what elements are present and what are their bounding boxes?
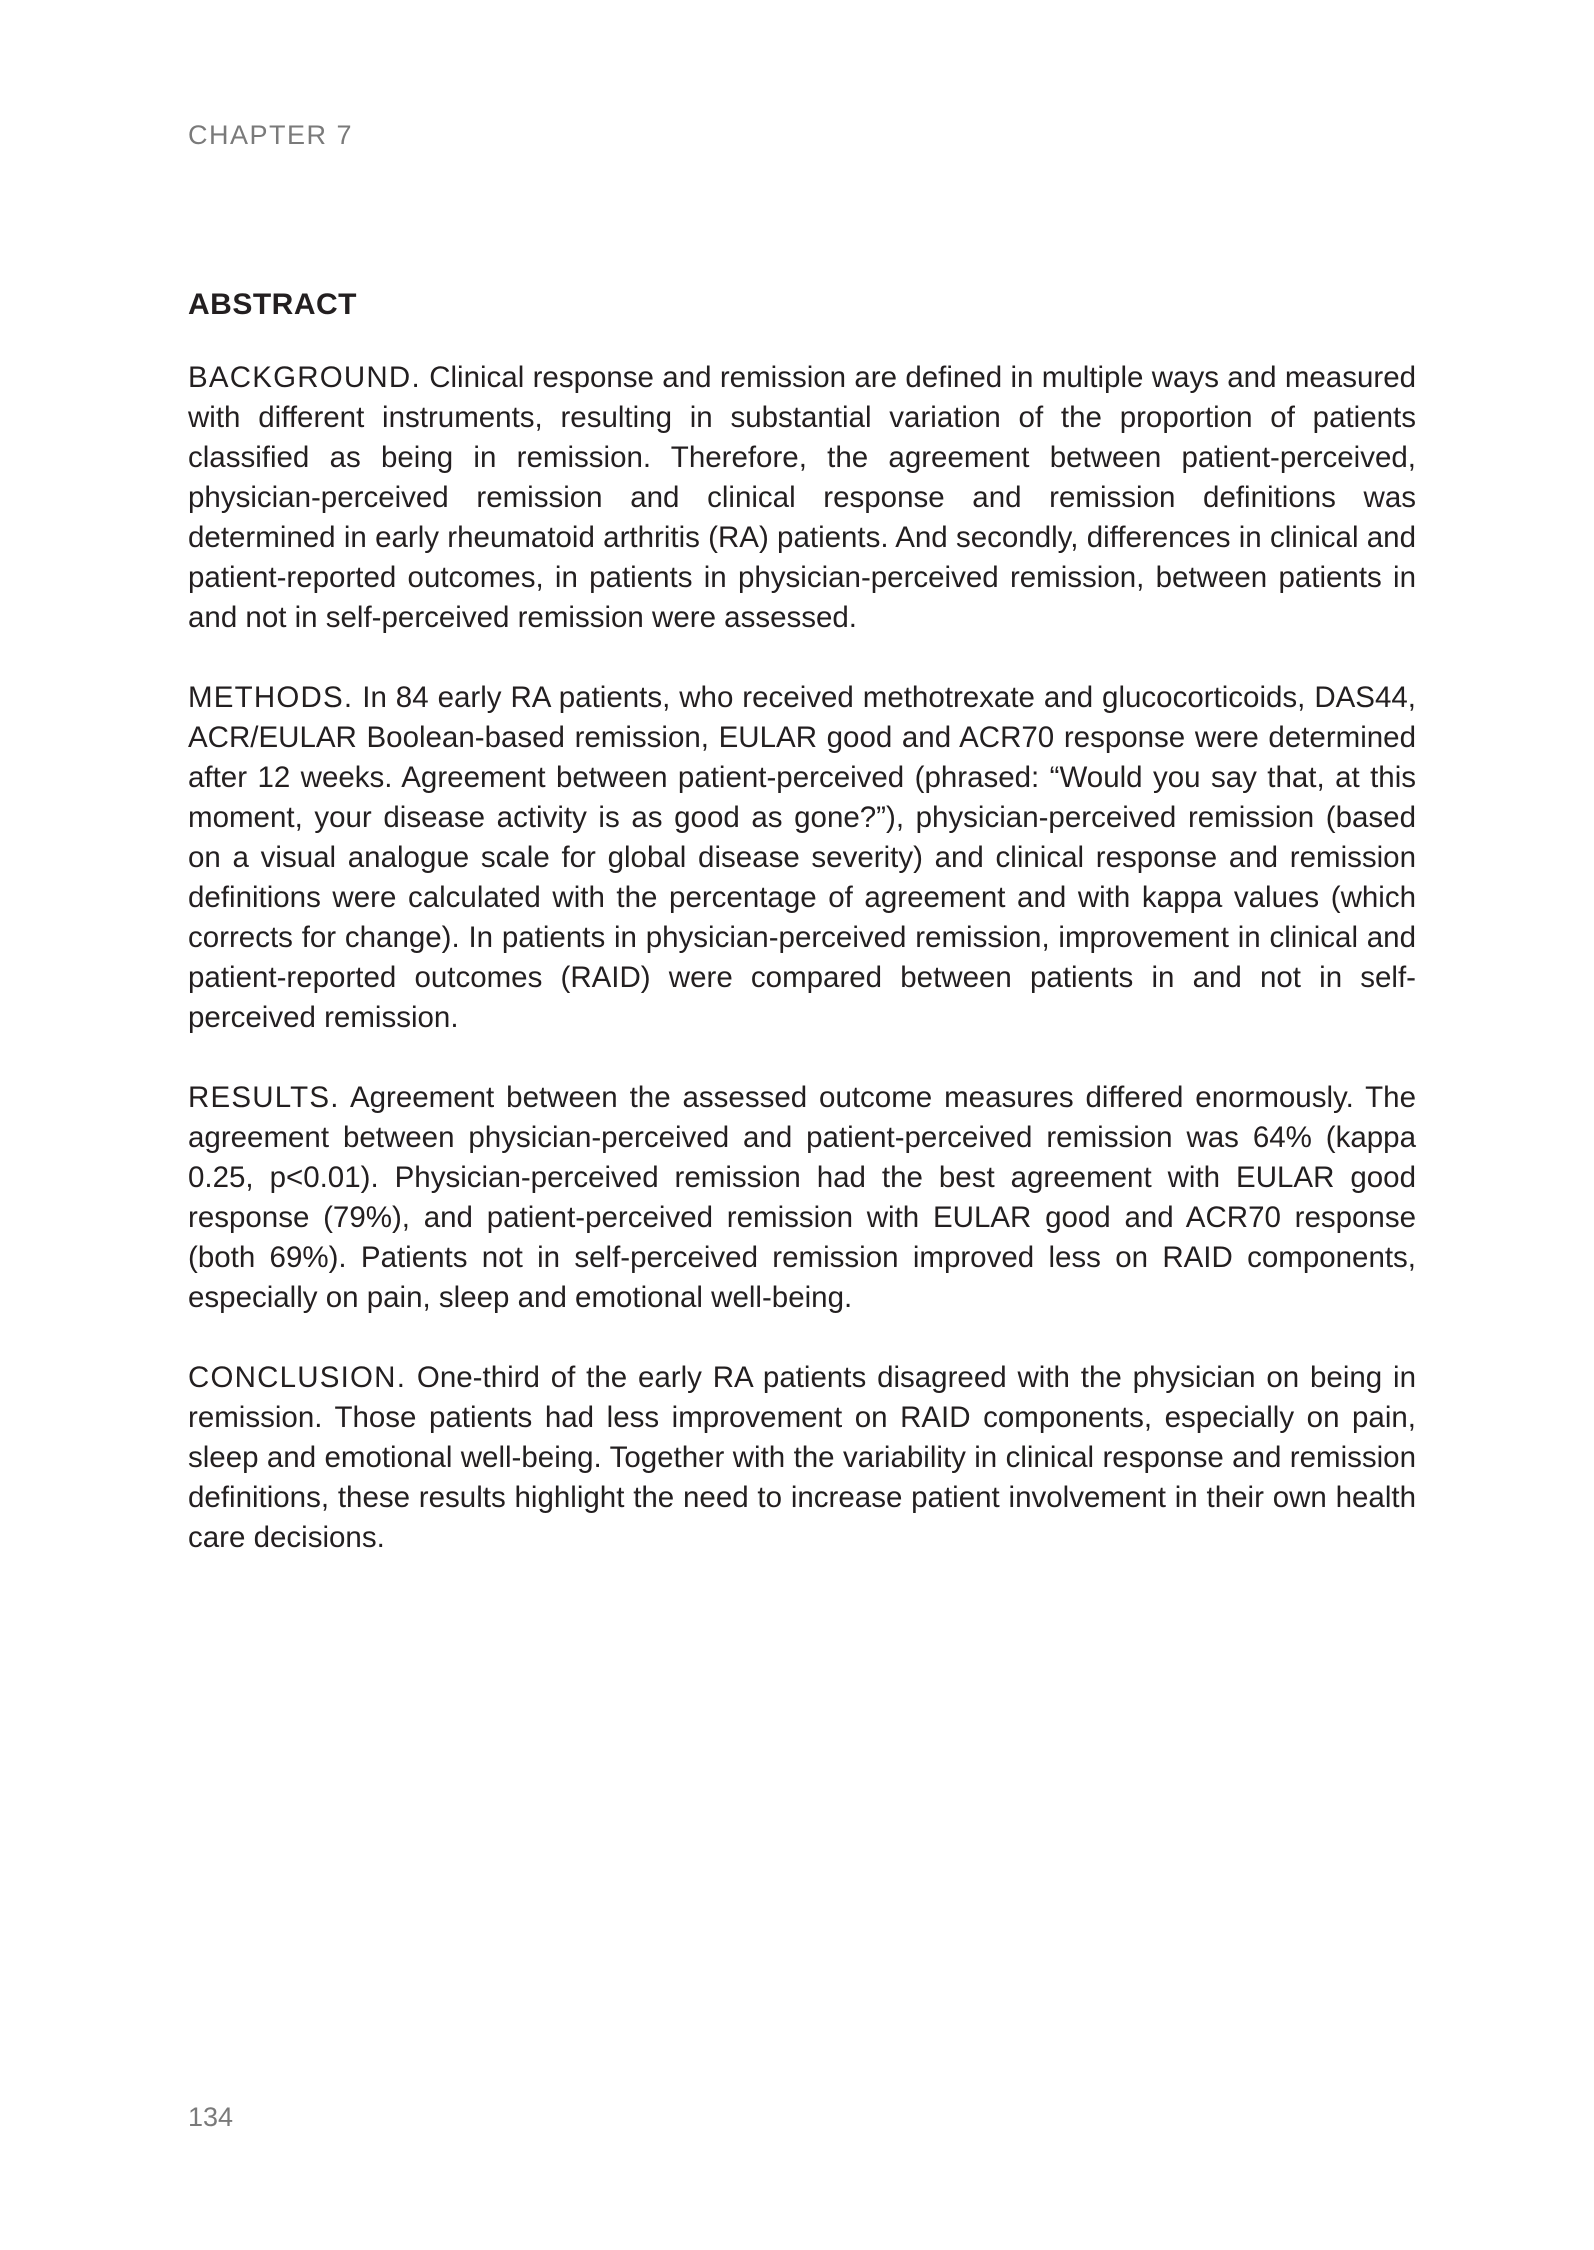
methods-label: METHODS. (188, 681, 354, 714)
background-text: Clinical response and remission are defined in multiple ways and measured with different instruments, resulting in substantial variation of the proportion of patients classified as being in remission. Therefore, the agreement between patient-perceived, physician-perceived remission and clinical response and remission definitions was determined in early rheumatoid arthritis (RA) patients. And secondly, differences in clinical and patient-reported outcomes, in patients in physician-perceived remission, between patients in and not in self-perceived remission were assessed. (188, 361, 1417, 634)
abstract (188, 288, 1416, 1598)
results-label: RESULTS. (188, 1081, 340, 1114)
abstract-title: ABSTRACT (188, 288, 357, 321)
abstract-background (188, 358, 1416, 638)
page-number: 134 (188, 2102, 234, 2132)
conclusion-label: CONCLUSION. (188, 1361, 407, 1394)
background-label: BACKGROUND. (188, 361, 421, 394)
results-text: Agreement between the assessed outcome measures differed enormously. The agreement between physician-perceived and patient-perceived remission was 64% (kappa 0.25, p<0.01). Physician-perceived remission had the best agreement with EULAR good response (79%), and patient-perceived remission with EULAR good and ACR70 response (both 69%). Patients not in self-perceived remission improved less on RAID components, especially on pain, sleep and emotional well-being. (188, 1081, 1416, 1314)
running-head: CHAPTER 7 (188, 120, 354, 150)
abstract-conclusion (188, 1358, 1416, 1558)
abstract-results (188, 1078, 1416, 1318)
conclusion-text: One-third of the early RA patients disagreed with the physician on being in remission. Those patients had less improvement on RAID components, especially on pain, sleep and emotional well-being. Together with the variability in clinical response and remission definitions, these results highlight the need to increase patient involvement in their own health care decisions. (188, 1361, 1416, 1554)
methods-text: In 84 early RA patients, who received methotrexate and glucocorticoids, DAS44, ACR/EULAR Boolean-based remission, EULAR good and ACR70 response were determined after 12 weeks. Agreement between patient-perceived (phrased: “Would you say that, at this moment, your disease activity is as good as gone?”), physician-perceived remission (based on a visual analogue scale for global disease severity) and clinical response and remission definitions were calculated with the percentage of agreement and with kappa values (which corrects for change). In patients in physician-perceived remission, improvement in clinical and patient-reported outcomes (RAID) were compared between patients in and not in self-perceived remission. (188, 681, 1416, 1034)
abstract-methods (188, 678, 1416, 1038)
